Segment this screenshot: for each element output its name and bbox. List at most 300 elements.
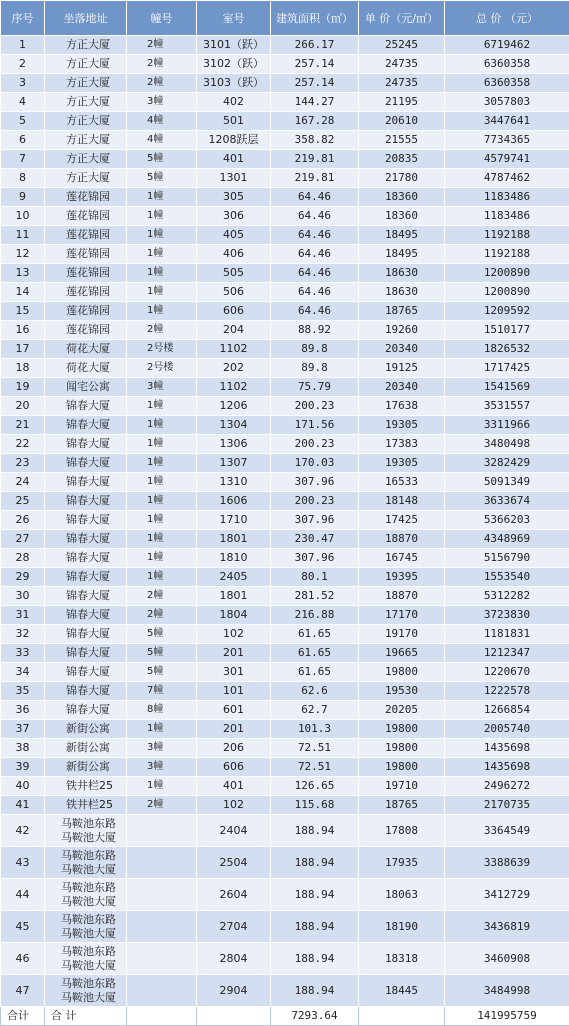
cell-serial: 43 <box>1 847 45 879</box>
table-row <box>1 511 569 530</box>
table-row <box>1 492 569 511</box>
cell-serial: 7 <box>1 150 45 169</box>
cell-address: 荷花大厦 <box>45 340 127 359</box>
cell-total-price: 2005740 <box>445 720 569 739</box>
cell-area: 64.46 <box>271 245 359 264</box>
cell-building: 3幢 <box>127 378 197 397</box>
cell-building: 2幢 <box>127 321 197 340</box>
cell-area: 61.65 <box>271 644 359 663</box>
table-row <box>1 112 569 131</box>
cell-serial: 21 <box>1 416 45 435</box>
cell-total-price: 1510177 <box>445 321 569 340</box>
cell-serial: 37 <box>1 720 45 739</box>
cell-building: 1幢 <box>127 720 197 739</box>
cell-total-price: 1200890 <box>445 264 569 283</box>
cell-room: 206 <box>197 739 271 758</box>
cell-unit-price: 24735 <box>359 55 445 74</box>
cell-unit-price: 21780 <box>359 169 445 188</box>
cell-total-price: 4579741 <box>445 150 569 169</box>
table-row <box>1 777 569 796</box>
cell-total-price: 3436819 <box>445 911 569 943</box>
table-row <box>1 473 569 492</box>
total-building-empty <box>127 1007 197 1026</box>
cell-total-price: 3460908 <box>445 943 569 975</box>
cell-area: 170.03 <box>271 454 359 473</box>
cell-building: 2号楼 <box>127 340 197 359</box>
table-row <box>1 93 569 112</box>
cell-serial: 29 <box>1 568 45 587</box>
cell-area: 188.94 <box>271 911 359 943</box>
cell-total-price: 1183486 <box>445 188 569 207</box>
cell-total-price: 1553540 <box>445 568 569 587</box>
cell-area: 62.6 <box>271 682 359 701</box>
table-row <box>1 302 569 321</box>
cell-area: 64.46 <box>271 207 359 226</box>
table-row <box>1 226 569 245</box>
table-row <box>1 847 569 879</box>
cell-building: 1幢 <box>127 454 197 473</box>
cell-room: 1306 <box>197 435 271 454</box>
cell-address: 锦春大厦 <box>45 397 127 416</box>
cell-unit-price: 20340 <box>359 378 445 397</box>
cell-building: 7幢 <box>127 682 197 701</box>
cell-address: 方正大厦 <box>45 131 127 150</box>
cell-room: 406 <box>197 245 271 264</box>
table-row <box>1 74 569 93</box>
cell-address: 铁井栏25 <box>45 777 127 796</box>
table-row <box>1 397 569 416</box>
header-room: 室号 <box>197 1 271 36</box>
cell-area: 64.46 <box>271 302 359 321</box>
cell-area: 307.96 <box>271 473 359 492</box>
cell-area: 89.8 <box>271 359 359 378</box>
cell-area: 61.65 <box>271 663 359 682</box>
cell-unit-price: 19305 <box>359 416 445 435</box>
cell-unit-price: 18063 <box>359 879 445 911</box>
cell-area: 62.7 <box>271 701 359 720</box>
cell-address: 莲花锦园 <box>45 207 127 226</box>
cell-area: 144.27 <box>271 93 359 112</box>
cell-building <box>127 943 197 975</box>
cell-unit-price: 18360 <box>359 207 445 226</box>
table-row <box>1 435 569 454</box>
cell-room: 1102 <box>197 378 271 397</box>
cell-serial: 6 <box>1 131 45 150</box>
cell-total-price: 1435698 <box>445 739 569 758</box>
cell-total-price: 1209592 <box>445 302 569 321</box>
cell-address: 方正大厦 <box>45 93 127 112</box>
cell-unit-price: 16533 <box>359 473 445 492</box>
cell-total-price: 5156790 <box>445 549 569 568</box>
cell-unit-price: 20610 <box>359 112 445 131</box>
cell-room: 505 <box>197 264 271 283</box>
table-row <box>1 815 569 847</box>
cell-building: 1幢 <box>127 283 197 302</box>
cell-address: 锦春大厦 <box>45 473 127 492</box>
cell-total-price: 1192188 <box>445 245 569 264</box>
cell-room: 201 <box>197 720 271 739</box>
cell-room: 506 <box>197 283 271 302</box>
cell-building: 1幢 <box>127 397 197 416</box>
cell-address: 锦春大厦 <box>45 644 127 663</box>
table-row <box>1 340 569 359</box>
cell-building: 1幢 <box>127 435 197 454</box>
cell-unit-price: 25245 <box>359 36 445 55</box>
cell-serial: 19 <box>1 378 45 397</box>
cell-serial: 1 <box>1 36 45 55</box>
total-label-address: 合 计 <box>45 1007 127 1026</box>
table-row <box>1 720 569 739</box>
header-address: 坐落地址 <box>45 1 127 36</box>
table-row <box>1 975 569 1007</box>
cell-area: 257.14 <box>271 74 359 93</box>
cell-total-price: 3412729 <box>445 879 569 911</box>
cell-building <box>127 815 197 847</box>
cell-serial: 25 <box>1 492 45 511</box>
cell-building: 2幢 <box>127 55 197 74</box>
cell-total-price: 3388639 <box>445 847 569 879</box>
table-row <box>1 911 569 943</box>
cell-unit-price: 17638 <box>359 397 445 416</box>
cell-area: 216.88 <box>271 606 359 625</box>
total-row <box>1 1007 569 1026</box>
cell-address: 方正大厦 <box>45 74 127 93</box>
cell-room: 1710 <box>197 511 271 530</box>
cell-unit-price: 19305 <box>359 454 445 473</box>
table-row <box>1 131 569 150</box>
cell-unit-price: 17935 <box>359 847 445 879</box>
cell-address: 莲花锦园 <box>45 302 127 321</box>
cell-building: 2幢 <box>127 796 197 815</box>
cell-address: 新街公寓 <box>45 720 127 739</box>
header-serial: 序号 <box>1 1 45 36</box>
cell-address: 锦春大厦 <box>45 625 127 644</box>
cell-room: 2604 <box>197 879 271 911</box>
cell-serial: 10 <box>1 207 45 226</box>
header-total-price: 总 价 （元） <box>445 1 569 36</box>
table-row <box>1 283 569 302</box>
cell-building <box>127 847 197 879</box>
cell-area: 200.23 <box>271 397 359 416</box>
cell-unit-price: 18630 <box>359 283 445 302</box>
cell-unit-price: 20340 <box>359 340 445 359</box>
cell-building <box>127 911 197 943</box>
cell-room: 101 <box>197 682 271 701</box>
cell-unit-price: 18630 <box>359 264 445 283</box>
cell-building: 1幢 <box>127 226 197 245</box>
table-row <box>1 264 569 283</box>
cell-area: 188.94 <box>271 943 359 975</box>
cell-unit-price: 18148 <box>359 492 445 511</box>
cell-address: 方正大厦 <box>45 55 127 74</box>
cell-serial: 11 <box>1 226 45 245</box>
table-row <box>1 530 569 549</box>
cell-serial: 17 <box>1 340 45 359</box>
cell-serial: 12 <box>1 245 45 264</box>
table-row <box>1 207 569 226</box>
cell-room: 401 <box>197 150 271 169</box>
cell-room: 301 <box>197 663 271 682</box>
cell-address: 锦春大厦 <box>45 416 127 435</box>
cell-area: 75.79 <box>271 378 359 397</box>
cell-area: 88.92 <box>271 321 359 340</box>
total-unit-price-empty <box>359 1007 445 1026</box>
cell-address: 锦春大厦 <box>45 606 127 625</box>
table-row <box>1 169 569 188</box>
cell-address: 莲花锦园 <box>45 226 127 245</box>
cell-address: 锦春大厦 <box>45 454 127 473</box>
table-row <box>1 36 569 55</box>
cell-serial: 38 <box>1 739 45 758</box>
cell-address: 方正大厦 <box>45 112 127 131</box>
cell-total-price: 1212347 <box>445 644 569 663</box>
cell-address: 锦春大厦 <box>45 682 127 701</box>
cell-area: 219.81 <box>271 150 359 169</box>
cell-area: 188.94 <box>271 847 359 879</box>
cell-room: 202 <box>197 359 271 378</box>
cell-address: 方正大厦 <box>45 36 127 55</box>
header-area: 建筑面积（㎡） <box>271 1 359 36</box>
cell-building: 1幢 <box>127 777 197 796</box>
cell-room: 2904 <box>197 975 271 1007</box>
cell-room: 606 <box>197 302 271 321</box>
cell-unit-price: 19395 <box>359 568 445 587</box>
cell-room: 1606 <box>197 492 271 511</box>
cell-area: 72.51 <box>271 758 359 777</box>
cell-address: 新街公寓 <box>45 758 127 777</box>
cell-total-price: 3531557 <box>445 397 569 416</box>
cell-room: 1102 <box>197 340 271 359</box>
cell-unit-price: 18765 <box>359 796 445 815</box>
cell-building: 1幢 <box>127 568 197 587</box>
cell-address: 锦春大厦 <box>45 530 127 549</box>
cell-serial: 36 <box>1 701 45 720</box>
cell-total-price: 6360358 <box>445 74 569 93</box>
cell-room: 601 <box>197 701 271 720</box>
cell-address: 莲花锦园 <box>45 283 127 302</box>
cell-total-price: 1181831 <box>445 625 569 644</box>
cell-building: 4幢 <box>127 112 197 131</box>
cell-room: 3102（跃） <box>197 55 271 74</box>
cell-serial: 3 <box>1 74 45 93</box>
cell-room: 201 <box>197 644 271 663</box>
cell-serial: 46 <box>1 943 45 975</box>
cell-room: 2405 <box>197 568 271 587</box>
cell-address: 莲花锦园 <box>45 245 127 264</box>
cell-room: 1304 <box>197 416 271 435</box>
cell-building: 2幢 <box>127 74 197 93</box>
cell-serial: 13 <box>1 264 45 283</box>
cell-area: 188.94 <box>271 975 359 1007</box>
cell-area: 281.52 <box>271 587 359 606</box>
cell-total-price: 4348969 <box>445 530 569 549</box>
cell-unit-price: 17170 <box>359 606 445 625</box>
cell-building: 1幢 <box>127 473 197 492</box>
cell-building: 1幢 <box>127 302 197 321</box>
cell-total-price: 1717425 <box>445 359 569 378</box>
cell-total-price: 4787462 <box>445 169 569 188</box>
cell-serial: 18 <box>1 359 45 378</box>
cell-room: 3101（跃） <box>197 36 271 55</box>
cell-total-price: 6360358 <box>445 55 569 74</box>
cell-building: 5幢 <box>127 625 197 644</box>
cell-serial: 31 <box>1 606 45 625</box>
cell-serial: 34 <box>1 663 45 682</box>
cell-total-price: 3057803 <box>445 93 569 112</box>
table-body <box>1 36 569 1007</box>
cell-unit-price: 18445 <box>359 975 445 1007</box>
cell-total-price: 3480498 <box>445 435 569 454</box>
cell-address: 莲花锦园 <box>45 321 127 340</box>
cell-building: 3幢 <box>127 758 197 777</box>
cell-serial: 39 <box>1 758 45 777</box>
cell-address: 莲花锦园 <box>45 264 127 283</box>
cell-room: 102 <box>197 796 271 815</box>
cell-address: 锦春大厦 <box>45 511 127 530</box>
cell-unit-price: 20205 <box>359 701 445 720</box>
cell-room: 2404 <box>197 815 271 847</box>
cell-building <box>127 975 197 1007</box>
total-price: 141995759 <box>445 1007 569 1026</box>
total-area: 7293.64 <box>271 1007 359 1026</box>
cell-unit-price: 20835 <box>359 150 445 169</box>
cell-building: 1幢 <box>127 207 197 226</box>
cell-serial: 41 <box>1 796 45 815</box>
cell-area: 80.1 <box>271 568 359 587</box>
cell-address: 锦春大厦 <box>45 492 127 511</box>
cell-unit-price: 18495 <box>359 226 445 245</box>
cell-room: 405 <box>197 226 271 245</box>
cell-area: 188.94 <box>271 879 359 911</box>
cell-total-price: 6719462 <box>445 36 569 55</box>
cell-unit-price: 19800 <box>359 720 445 739</box>
cell-address: 锦春大厦 <box>45 568 127 587</box>
cell-serial: 28 <box>1 549 45 568</box>
table-row <box>1 568 569 587</box>
cell-building: 5幢 <box>127 169 197 188</box>
cell-area: 188.94 <box>271 815 359 847</box>
cell-unit-price: 17425 <box>359 511 445 530</box>
cell-area: 64.46 <box>271 264 359 283</box>
cell-building: 3幢 <box>127 93 197 112</box>
table-row <box>1 625 569 644</box>
cell-area: 72.51 <box>271 739 359 758</box>
cell-address: 马鞍池东路马鞍池大厦 <box>45 943 127 975</box>
table-row <box>1 55 569 74</box>
cell-unit-price: 19710 <box>359 777 445 796</box>
cell-area: 307.96 <box>271 511 359 530</box>
cell-unit-price: 18318 <box>359 943 445 975</box>
cell-building: 1幢 <box>127 492 197 511</box>
cell-address: 马鞍池东路马鞍池大厦 <box>45 975 127 1007</box>
table-row <box>1 663 569 682</box>
cell-serial: 27 <box>1 530 45 549</box>
cell-area: 358.82 <box>271 131 359 150</box>
cell-unit-price: 17383 <box>359 435 445 454</box>
cell-room: 1307 <box>197 454 271 473</box>
cell-total-price: 1435698 <box>445 758 569 777</box>
cell-area: 230.47 <box>271 530 359 549</box>
cell-area: 219.81 <box>271 169 359 188</box>
cell-unit-price: 19800 <box>359 758 445 777</box>
cell-room: 1801 <box>197 587 271 606</box>
cell-unit-price: 19800 <box>359 663 445 682</box>
cell-total-price: 3447641 <box>445 112 569 131</box>
cell-building <box>127 879 197 911</box>
cell-serial: 35 <box>1 682 45 701</box>
cell-building: 2幢 <box>127 606 197 625</box>
header-building: 幢号 <box>127 1 197 36</box>
cell-serial: 26 <box>1 511 45 530</box>
cell-serial: 23 <box>1 454 45 473</box>
cell-area: 61.65 <box>271 625 359 644</box>
cell-room: 402 <box>197 93 271 112</box>
cell-address: 马鞍池东路马鞍池大厦 <box>45 847 127 879</box>
cell-serial: 9 <box>1 188 45 207</box>
table-row <box>1 682 569 701</box>
cell-serial: 42 <box>1 815 45 847</box>
cell-unit-price: 19260 <box>359 321 445 340</box>
cell-room: 1810 <box>197 549 271 568</box>
table-row <box>1 454 569 473</box>
cell-serial: 32 <box>1 625 45 644</box>
cell-unit-price: 18190 <box>359 911 445 943</box>
total-label: 合计 <box>1 1007 45 1026</box>
table-row <box>1 245 569 264</box>
cell-building: 5幢 <box>127 150 197 169</box>
header-unit-price: 单 价（元/㎡） <box>359 1 445 36</box>
cell-room: 1310 <box>197 473 271 492</box>
cell-address: 马鞍池东路马鞍池大厦 <box>45 815 127 847</box>
table-row <box>1 549 569 568</box>
cell-serial: 22 <box>1 435 45 454</box>
cell-total-price: 5091349 <box>445 473 569 492</box>
cell-room: 2704 <box>197 911 271 943</box>
cell-unit-price: 18765 <box>359 302 445 321</box>
cell-area: 89.8 <box>271 340 359 359</box>
cell-total-price: 2496272 <box>445 777 569 796</box>
table-row <box>1 758 569 777</box>
cell-serial: 14 <box>1 283 45 302</box>
table-row <box>1 644 569 663</box>
cell-room: 2504 <box>197 847 271 879</box>
cell-serial: 4 <box>1 93 45 112</box>
cell-serial: 24 <box>1 473 45 492</box>
cell-building: 4幢 <box>127 131 197 150</box>
cell-address: 方正大厦 <box>45 169 127 188</box>
cell-address: 荷花大厦 <box>45 359 127 378</box>
cell-area: 64.46 <box>271 283 359 302</box>
cell-serial: 5 <box>1 112 45 131</box>
cell-building: 3幢 <box>127 739 197 758</box>
cell-unit-price: 19530 <box>359 682 445 701</box>
cell-total-price: 1183486 <box>445 207 569 226</box>
cell-building: 2幢 <box>127 587 197 606</box>
table-row <box>1 796 569 815</box>
cell-building: 1幢 <box>127 416 197 435</box>
cell-serial: 45 <box>1 911 45 943</box>
cell-serial: 8 <box>1 169 45 188</box>
table-header-row <box>1 1 569 36</box>
cell-serial: 40 <box>1 777 45 796</box>
cell-room: 305 <box>197 188 271 207</box>
cell-area: 167.28 <box>271 112 359 131</box>
cell-total-price: 1266854 <box>445 701 569 720</box>
cell-serial: 47 <box>1 975 45 1007</box>
cell-room: 1804 <box>197 606 271 625</box>
cell-area: 200.23 <box>271 435 359 454</box>
cell-area: 64.46 <box>271 188 359 207</box>
